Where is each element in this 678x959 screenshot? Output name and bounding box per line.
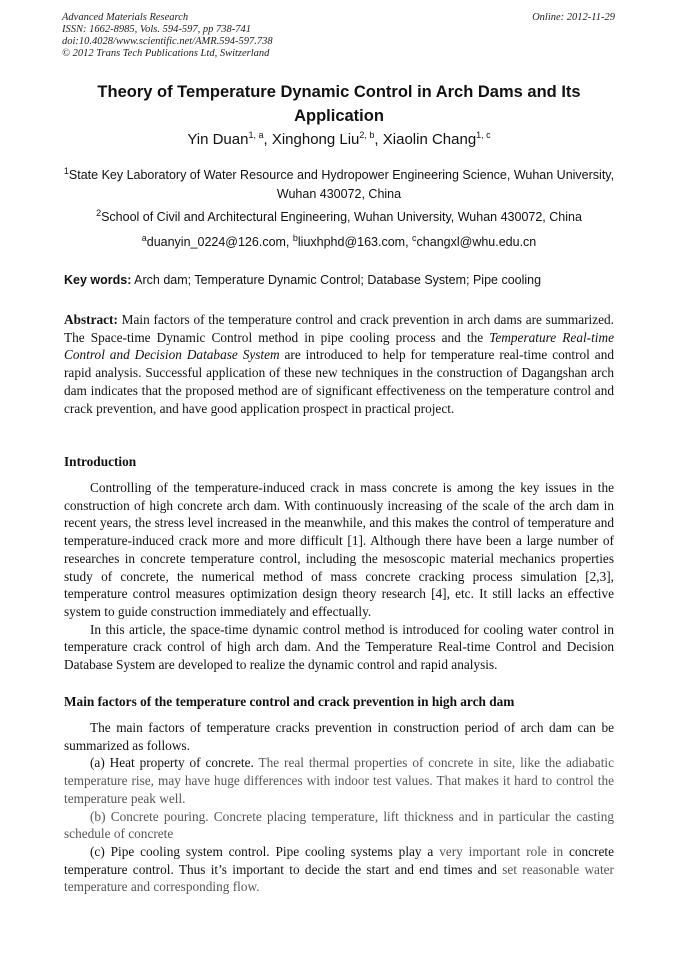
factor-item-b: (b) Concrete pouring. Concrete placing temperature, lift thickness and in particular the casting schedule of concrete bbox=[64, 808, 614, 842]
introduction-body bbox=[64, 479, 614, 674]
author-sup: 2, b bbox=[359, 130, 375, 140]
email-link[interactable]: duanyin_0224@126.com, bbox=[146, 235, 293, 249]
online-date: Online: 2012-11-29 bbox=[532, 12, 615, 23]
email-link[interactable]: changxl@whu.edu.cn bbox=[416, 235, 537, 249]
affiliation-text: State Key Laboratory of Water Resource and Hydropower Engineering Science, Wuhan University, Wuhan 430072, China bbox=[68, 168, 615, 201]
author-name: Xiaolin Chang bbox=[382, 131, 477, 148]
email-sup: a bbox=[141, 232, 147, 243]
author-name: Yin Duan bbox=[187, 131, 249, 148]
factor-item-c bbox=[64, 843, 614, 896]
journal-header bbox=[62, 12, 615, 60]
abstract-text: are introduced to help for temperature real-time control and rapid analysis. Successful application of these new techniques in the construction of Dagangshan arch dam indicates that the proposed method are of significant effectiveness on the temperature control and crack prevention, and have good application prospect in practical project. bbox=[64, 347, 614, 416]
factor-a-text: The real thermal properties of concrete in site, like the adiabatic temperature rise, may have huge differences with indoor test values. That makes it hard to control the temperature peak well. bbox=[64, 755, 614, 806]
factor-c-mid: concrete temperature control. Thus it’s important to decide the start and end times and bbox=[64, 843, 614, 877]
introduction-paragraph-1: Controlling of the temperature-induced crack in mass concrete is among the key issues in the construction of high concrete arch dam. With continuously increasing of the scale of the arch dam in recent years, the stress level increased in the meanwhile, and this makes the control of temperature and temperature-induced crack more and more difficult [1]. Although there have been a large number of researches in concrete temperature control, including the mesoscopic material mechanics properties study of concrete, the numerical method of mass concrete cracking process simulation [2,3], temperature control measures optimization design theory research [4], etc. It still lacks an effective system to guide construction immediately and effectually. bbox=[64, 480, 614, 619]
main-factors-heading: Main factors of the temperature control and crack prevention in high arch dam bbox=[64, 694, 515, 709]
main-factors-body bbox=[64, 719, 614, 896]
author-sup: 1, a bbox=[248, 130, 264, 140]
issn-line: ISSN: 1662-8985, Vols. 594-597, pp 738-741 bbox=[62, 24, 251, 35]
email-link[interactable]: liuxhphd@163.com, bbox=[297, 235, 413, 249]
affiliation-sup: 1 bbox=[63, 165, 69, 176]
email-line bbox=[60, 233, 618, 252]
factor-c-gray-2: set reasonable water temperature and corresponding flow. bbox=[64, 861, 614, 895]
abstract-label: Abstract: bbox=[64, 312, 118, 327]
author-name: Xinghong Liu bbox=[271, 131, 360, 148]
keywords-text: Arch dam; Temperature Dynamic Control; Database System; Pipe cooling bbox=[131, 273, 542, 287]
author-sup: 1, c bbox=[476, 130, 491, 140]
copyright-line: © 2012 Trans Tech Publications Ltd, Switzerland bbox=[62, 48, 270, 59]
paper-title: Theory of Temperature Dynamic Control in Arch Dams and Its Application bbox=[97, 83, 581, 125]
email-sup: b bbox=[292, 232, 298, 243]
author-list: Yin Duan$^{1, a}$, Xinghong Liu$^{2, b}$, Xiaolin Chang$^{1, c}$ bbox=[187, 130, 491, 148]
email-sup: c bbox=[412, 232, 417, 243]
factor-c-gray-1: very important role in bbox=[439, 843, 564, 859]
affiliation-2 bbox=[60, 208, 618, 227]
abstract-text: Main factors of the temperature control and crack prevention in arch dams are summarized. The Space-time Dynamic Control method in pipe cooling process and the bbox=[64, 312, 614, 345]
keywords-label: Key words: bbox=[64, 273, 132, 287]
abstract bbox=[64, 311, 614, 417]
affiliation-text: School of Civil and Architectural Engineering, Wuhan University, Wuhan 430072, China bbox=[101, 210, 582, 224]
factor-a-lead: (a) Heat property of concrete. bbox=[90, 755, 259, 771]
abstract-system-name: Temperature Real-time Control and Decision Database System bbox=[64, 329, 614, 363]
factor-c-lead: (c) Pipe cooling system control. Pipe cooling systems play a bbox=[90, 843, 440, 859]
journal-name: Advanced Materials Research bbox=[62, 12, 189, 23]
doi-line: doi:10.4028/www.scientific.net/AMR.594-597.738 bbox=[62, 36, 273, 47]
introduction-heading: Introduction bbox=[64, 454, 137, 469]
introduction-paragraph-2: In this article, the space-time dynamic control method is introduced for cooling water control in temperature crack control of high arch dam. And the Temperature Real-time Control and Decision Database System are developed to realize the dynamic control and rapid analysis. bbox=[64, 621, 614, 673]
affiliation-sup: 2 bbox=[96, 207, 102, 218]
factor-item-a bbox=[64, 754, 614, 807]
affiliation-1 bbox=[60, 166, 618, 204]
keywords bbox=[64, 272, 614, 289]
main-factors-intro: The main factors of temperature cracks prevention in construction period of arch dam can be summarized as follows. bbox=[64, 720, 614, 753]
